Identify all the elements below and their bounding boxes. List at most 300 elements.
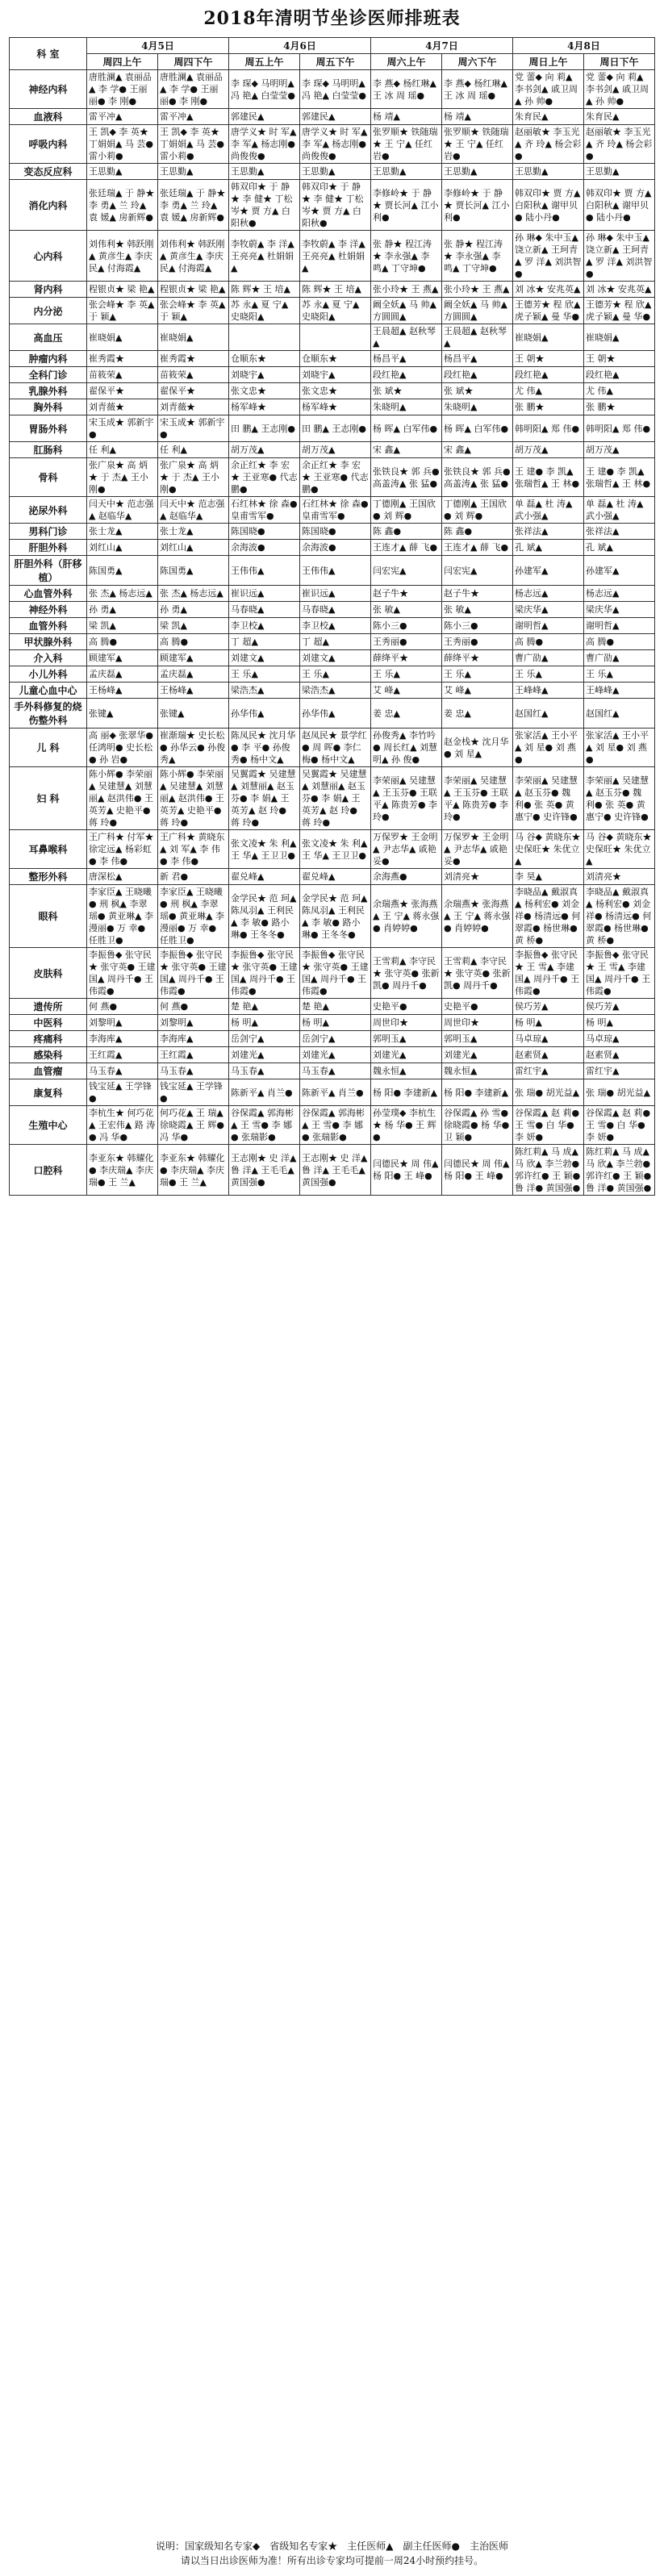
schedule-cell: 王连才▲ 薛 飞● [442,540,513,556]
schedule-cell: 丁 超▲ [299,634,370,650]
schedule-cell: 王德芳★ 程 欣▲ 虎子颖▲ 曼 华● [584,298,655,324]
schedule-cell: 唐胜澜▲ 袁丽品▲ 李 学● 王丽丽● 李 刚● [157,70,228,109]
schedule-cell: 李家臣▲ 王晓曦● 刑 枫▲ 李翠瑶● 黄亚琳▲ 李漫丽● 万 幸● 任胜卫● [157,885,228,948]
dept-name: 康复科 [9,1079,86,1106]
schedule-cell: 张广泉★ 高 炳★ 于 杰▲ 王小刚● [86,458,157,497]
dept-name: 疼痛科 [9,1031,86,1047]
schedule-cell: 陈 辉★ 王 培▲ [299,282,370,298]
schedule-cell: 丁德刚▲ 王国欣● 刘 辉● [371,497,442,524]
schedule-cell: 侯巧芳▲ [584,999,655,1015]
schedule-cell: 陈 辉★ 王 培▲ [228,282,299,298]
schedule-cell: 陈红莉▲ 马 成▲ 马 欣▲ 李兰勃● 郭许红● 王 颖● 鲁 洋● 黄国强● [584,1145,655,1196]
schedule-cell: 李晓品▲ 戴淑真▲ 杨利宏● 刘金祥● 杨清远● 何翠霞● 杨世琳● 黄 桥● [584,885,655,948]
schedule-cell: 崔晓娟▲ [584,324,655,351]
dept-name: 儿 科 [9,729,86,767]
schedule-cell: 金学民★ 范 珂▲ 陈凤羽▲ 王利民▲ 李 敏● 路小琳● 王冬冬● [228,885,299,948]
schedule-cell: 魏永恒▲ [442,1063,513,1079]
schedule-cell: 崔晓娟▲ [86,324,157,351]
dept-name: 变态反应科 [9,164,86,180]
schedule-cell: 王广科★ 付军★ 徐定远▲ 杨彩虹● 李 伟● [86,830,157,869]
schedule-cell: 王 乐▲ [371,666,442,683]
schedule-cell: 张 静★ 程江涛★ 李永强▲ 李 鸣▲ 丁守坤● [442,231,513,282]
schedule-cell: 张文忠★ [228,383,299,399]
schedule-cell: 王广科★ 黄晓东▲ 刘 军▲ 李 伟● 李 伟● [157,830,228,869]
table-row [9,497,654,524]
schedule-cell: 余海燕● [371,869,442,885]
schedule-cell: 陈小三● [442,618,513,634]
schedule-cell: 杨 靖▲ [442,109,513,125]
schedule-cell: 宋玉成★ 郭新宇● [86,415,157,442]
schedule-cell: 马玉春▲ [228,1063,299,1079]
dept-name: 骨科 [9,458,86,497]
schedule-cell: 杨志远▲ [513,586,584,602]
slot-header: 周四上午 [86,54,157,70]
schedule-cell: 闫德民★ 周 伟▲ 杨 阳● 王 峰● [442,1145,513,1196]
schedule-cell: 翟保平★ [157,383,228,399]
schedule-cell: 李振鲁◆ 张守民★ 张守英● 王建国▲ 周丹千● 王伟霞● [299,948,370,999]
schedule-cell: 王德芳★ 程 欣▲ 虎子颖▲ 曼 华● [513,298,584,324]
schedule-cell: 马 谷◆ 黄晓东★ 史保旺★ 朱优立▲ [584,830,655,869]
schedule-cell: 赵金栈★ 沈月华● 刘 星▲ [442,729,513,767]
table-row [9,885,654,948]
schedule-cell: 孙建军▲ [513,556,584,586]
schedule-cell: 孙 琳◆ 朱中玉▲ 饶立新▲ 王珂青▲ 罗 洋▲ 刘洪智● [513,231,584,282]
dept-name: 泌尿外科 [9,497,86,524]
schedule-cell: 王伟伟▲ [299,556,370,586]
slot-header: 周日下午 [584,54,655,70]
dept-name: 肿瘤内科 [9,351,86,367]
schedule-cell: 崔秀霞★ [86,351,157,367]
schedule-cell: 陈 鑫● [371,524,442,540]
schedule-cell: 张会峰★ 李 英▲ 于 颖▲ [86,298,157,324]
schedule-cell: 刘伟利★ 韩跃刚▲ 黄彦生▲ 李庆民▲ 付海霞▲ [86,231,157,282]
schedule-cell: 单 磊▲ 杜 涛▲ 武小强▲ [513,497,584,524]
schedule-cell: 崔渐瑞★ 史长松● 孙华云● 孙俊秀▲ [157,729,228,767]
schedule-cell: 张小玲★ 王 燕▲ [371,282,442,298]
dept-name: 胸外科 [9,399,86,415]
dept-name: 胃肠外科 [9,415,86,442]
schedule-cell: 马春晓▲ [299,602,370,618]
schedule-cell: 梁 凯▲ [86,618,157,634]
schedule-cell: 楚 艳▲ [228,999,299,1015]
schedule-cell: 程银贞★ 梁 艳▲ [86,282,157,298]
dept-name: 血液科 [9,109,86,125]
schedule-cell: 张廷瑞▲ 于 静★ 李 勇▲ 兰 玲▲ 袁 媛▲ 房新辉● [86,180,157,231]
table-row [9,231,654,282]
schedule-cell: 李振鲁◆ 张守民★ 张守英● 王建国▲ 周丹千● 王伟霞● [86,948,157,999]
schedule-cell: 仓顺东★ [299,351,370,367]
schedule-cell: 刘黎明▲ [157,1015,228,1031]
schedule-cell: 薛绛平★ [371,650,442,666]
schedule-cell: 张铁良★ 郭 兵● 高盖涛▲ 张 猛● [442,458,513,497]
dept-name: 消化内科 [9,180,86,231]
schedule-cell: 刘晓宇▲ [228,367,299,383]
schedule-cell: 赵子牛★ [442,586,513,602]
schedule-cell: 王志刚★ 史 洋▲ 鲁 洋▲ 王毛毛▲ 黄国强● [228,1145,299,1196]
schedule-cell: 李杭生★ 何巧花▲ 王宏伟▲ 路 涛● 冯 华● [86,1106,157,1145]
dept-name: 神经外科 [9,602,86,618]
schedule-cell: 余海波● [228,540,299,556]
slot-header: 周六上午 [371,54,442,70]
schedule-cell: 阚全妖▲ 马 帅▲ 方圆圆▲ [371,298,442,324]
schedule-cell: 雷红宇▲ [584,1063,655,1079]
table-row [9,458,654,497]
schedule-cell: 任 利▲ [157,442,228,458]
schedule-cell: 孙俊秀▲ 李竹吟● 周长红▲ 刘慧明▲ 孙 俊● [371,729,442,767]
schedule-cell: 崔晓娟▲ [157,324,228,351]
schedule-cell: 谷保霞▲ 郭海彬▲ 王 雪● 李 娜● 张瑞影● [228,1106,299,1145]
table-row [9,367,654,383]
schedule-cell: 张 静★ 程江涛★ 李永强▲ 李 鸣▲ 丁守坤● [371,231,442,282]
slot-header: 周四下午 [157,54,228,70]
schedule-cell: 梁庆华▲ [513,602,584,618]
schedule-cell: 梁庆华▲ [584,602,655,618]
schedule-cell: 李牧蔚▲ 李 洋▲ 王亮亮▲ 杜娟娟▲ [228,231,299,282]
dept-name: 遗传所 [9,999,86,1015]
schedule-cell: 党 蕾◆ 向 莉▲ 李书剑▲ 戚卫周▲ 孙 帅● [584,70,655,109]
schedule-cell: 谷保霞▲ 孙 雪● 徐晓霞● 杨 华● 卫 颖● [442,1106,513,1145]
schedule-cell: 张家活▲ 王小平▲ 刘 星● 刘 燕● [513,729,584,767]
schedule-cell: 李家臣▲ 王晓曦● 刑 枫▲ 李翠瑶● 黄亚琳▲ 李漫丽● 万 幸● 任胜卫● [86,885,157,948]
dept-name: 小儿外科 [9,666,86,683]
day-header-row [9,38,654,54]
schedule-cell: 顾建军▲ [86,650,157,666]
schedule-cell: 崔秀霞★ [157,351,228,367]
schedule-cell: 万保罗★ 王金明▲ 尹志华▲ 戚艳妥● [442,830,513,869]
schedule-cell: 赵丽敏★ 李玉光▲ 齐 玲▲ 杨会彩● [513,125,584,164]
dept-name: 肛肠科 [9,442,86,458]
schedule-cell: 高 腾● [86,634,157,650]
table-row [9,1063,654,1079]
schedule-cell: 郭明玉▲ [442,1031,513,1047]
schedule-cell: 王峰峰▲ [584,683,655,699]
schedule-cell: 韩明阳▲ 郑 伟● [513,415,584,442]
schedule-cell: 侯巧芳▲ [513,999,584,1015]
table-row [9,618,654,634]
dept-name: 整形外科 [9,869,86,885]
schedule-cell: 刘建文▲ [299,650,370,666]
table-row [9,164,654,180]
schedule-cell: 新 君● [157,869,228,885]
schedule-cell: 李海库▲ [86,1031,157,1047]
schedule-cell: 王思勤▲ [228,164,299,180]
schedule-cell: 闫天中★ 范志强▲ 赵临华▲ [86,497,157,524]
schedule-cell: 唐学义★ 时 军▲ 李 军▲ 杨志刚● 尚俊俊● [299,125,370,164]
schedule-cell: 李卫校▲ [228,618,299,634]
schedule-cell: 周世印★ [442,1015,513,1031]
schedule-cell: 刘清亮★ [442,869,513,885]
schedule-cell: 李振鲁◆ 张守民★ 张守英● 王建国▲ 周丹千● 王伟霞● [157,948,228,999]
schedule-cell: 马春晓▲ [228,602,299,618]
schedule-cell: 杨 明▲ [299,1015,370,1031]
schedule-cell: 李 琛◆ 马明明▲ 冯 艳▲ 白莹莹● [299,70,370,109]
schedule-cell: 周世印★ [371,1015,442,1031]
dept-name: 妇 科 [9,767,86,830]
day-header: 4月7日 [371,38,513,54]
schedule-cell: 李海库▲ [157,1031,228,1047]
schedule-cell: 党 蕾◆ 向 莉▲ 李书剑▲ 戚卫周▲ 孙 帅● [513,70,584,109]
schedule-cell: 石红林★ 徐 森● 皇甫雪军● [228,497,299,524]
table-row [9,634,654,650]
schedule-cell: 王峰峰▲ [513,683,584,699]
dept-name: 神经内科 [9,70,86,109]
schedule-cell: 史艳平● [371,999,442,1015]
schedule-cell: 杨军峰★ [228,399,299,415]
table-row [9,869,654,885]
schedule-cell: 闫宏宪▲ [442,556,513,586]
schedule-cell: 王 建● 李 凯▲ 张瑞哲▲ 王 林● [584,458,655,497]
schedule-cell: 王晨超▲ 赵秋琴▲ [442,324,513,351]
schedule-cell: 顾建军▲ [157,650,228,666]
schedule-cell: 张 杰▲ 杨志远▲ [86,586,157,602]
table-row [9,540,654,556]
schedule-cell: 陈红莉▲ 马 成▲ 马 欣▲ 李兰勃● 郭许红● 王 颖● 鲁 洋● 黄国强● [513,1145,584,1196]
schedule-cell: 魏永恒▲ [371,1063,442,1079]
schedule-cell: 王思勤▲ [513,164,584,180]
day-header: 4月8日 [513,38,655,54]
schedule-cell: 杨 明▲ [584,1015,655,1031]
schedule-cell: 张士龙▲ [157,524,228,540]
schedule-cell: 陈国勇▲ [157,556,228,586]
dept-name: 眼科 [9,885,86,948]
schedule-cell: 朱育民▲ [584,109,655,125]
schedule-cell: 艾 峰▲ [442,683,513,699]
schedule-cell: 王志刚★ 史 洋▲ 鲁 洋▲ 王毛毛▲ 黄国强● [299,1145,370,1196]
schedule-cell: 胡万茂▲ [513,442,584,458]
table-row [9,282,654,298]
schedule-cell: 杨 晖▲ 白军伟● [371,415,442,442]
schedule-cell: 马玉春▲ [86,1063,157,1079]
schedule-cell: 岳剑宁▲ [228,1031,299,1047]
schedule-cell: 宋玉成★ 郭新宇● [157,415,228,442]
schedule-cell: 谢明哲▲ [584,618,655,634]
dept-name: 乳腺外科 [9,383,86,399]
schedule-cell: 陈小三● [371,618,442,634]
schedule-cell: 张 斌★ [371,383,442,399]
schedule-cell: 楚 艳▲ [299,999,370,1015]
schedule-cell: 孟庆磊▲ [86,666,157,683]
schedule-cell: 张广泉★ 高 炳★ 于 杰▲ 王小刚● [157,458,228,497]
schedule-cell: 杨 靖▲ [371,109,442,125]
schedule-cell: 韩双印★ 贾 方▲ 白阳秋▲ 谢甲贝● 陆小丹● [513,180,584,231]
table-row [9,399,654,415]
dept-name: 心内科 [9,231,86,282]
table-row [9,1015,654,1031]
schedule-cell: 苏 永▲ 夏 宁▲ 史晓阳▲ [299,298,370,324]
schedule-cell: 高 腾● [157,634,228,650]
schedule-cell: 王晨超▲ 赵秋琴▲ [371,324,442,351]
schedule-cell: 姜 忠▲ [371,699,442,729]
schedule-cell: 仓顺东★ [228,351,299,367]
dept-name: 肝胆外科 [9,540,86,556]
schedule-cell: 王红霞▲ [86,1047,157,1063]
schedule-cell: 杨 明▲ [513,1015,584,1031]
schedule-cell: 何巧花▲ 王 瑞▲ 徐晓霞▲ 王 辉● 冯 华● [157,1106,228,1145]
schedule-cell: 李牧蔚▲ 李 洋▲ 王亮亮▲ 杜娟娟▲ [299,231,370,282]
schedule-cell: 曹广劭▲ [584,650,655,666]
schedule-cell: 段红艳▲ [442,367,513,383]
schedule-cell: 李 琛◆ 马明明▲ 冯 艳▲ 白莹莹● [228,70,299,109]
table-row [9,683,654,699]
schedule-cell: 李荣丽▲ 吴建慧▲ 王玉芬● 王联平▲ 陈贵芳● 李 玲● [442,767,513,830]
schedule-cell: 张家活▲ 王小平▲ 刘 星● 刘 燕● [584,729,655,767]
schedule-cell: 韩双印★ 于 静★ 李 健★ 丁松岑★ 贾 方▲ 白阳秋● [299,180,370,231]
table-row [9,383,654,399]
schedule-cell: 王秀丽● [371,634,442,650]
schedule-cell: 梁浩杰▲ [299,683,370,699]
table-row [9,999,654,1015]
schedule-cell: 宋 鑫▲ [442,442,513,458]
schedule-cell: 谷保霞▲ 赵 莉● 王 雪● 白 华● 李 妍● [513,1106,584,1145]
schedule-cell: 闫德民★ 周 伟▲ 杨 阳● 王 峰● [371,1145,442,1196]
schedule-cell: 丁德刚▲ 王国欣● 刘 辉● [442,497,513,524]
schedule-table [9,37,655,1196]
schedule-cell: 张键▲ [86,699,157,729]
schedule-cell: 孙 勇▲ [86,602,157,618]
dept-name: 男科门诊 [9,524,86,540]
schedule-cell: 姜 忠▲ [442,699,513,729]
schedule-cell: 田 鹏▲ 王志刚● [228,415,299,442]
table-row [9,650,654,666]
schedule-cell: 苗筱荣▲ [157,367,228,383]
table-row [9,324,654,351]
schedule-cell: 张小玲★ 王 燕▲ [442,282,513,298]
schedule-cell: 王杨峰▲ [86,683,157,699]
schedule-cell: 翟兑峰▲ [299,869,370,885]
schedule-cell: 李修岭★ 于 静★ 贾长河▲ 江小利● [371,180,442,231]
schedule-cell: 孙 勇▲ [157,602,228,618]
schedule-cell: 胡万茂▲ [228,442,299,458]
day-header: 4月6日 [228,38,370,54]
schedule-cell: 张文凌★ 朱 利▲ 王 华▲ 王卫卫● [228,830,299,869]
schedule-cell: 张士龙▲ [86,524,157,540]
legend-line: 请以当日出诊医师为准！所有出诊专家均可提前一周24小时预约挂号。 [180,2555,484,2566]
table-row [9,524,654,540]
dept-name: 生殖中心 [9,1106,86,1145]
table-row [9,767,654,830]
schedule-cell: 翟兑峰▲ [228,869,299,885]
schedule-cell: 高 腾● [584,634,655,650]
schedule-cell: 吴翼霞★ 吴建慧▲ 刘慧丽▲ 赵玉芬● 李 娟▲ 王英芳▲ 赵 玲● 蒋 玲● [228,767,299,830]
schedule-cell: 李 昊▲ [513,869,584,885]
schedule-cell: 孟庆磊▲ [157,666,228,683]
schedule-cell: 李晓品▲ 戴淑真▲ 杨利宏● 刘金祥● 杨清远● 何翠霞● 杨世琳● 黄 桥● [513,885,584,948]
schedule-cell: 王伟伟▲ [228,556,299,586]
schedule-cell: 赵国红▲ [584,699,655,729]
schedule-cell: 何 燕● [157,999,228,1015]
schedule-cell: 闫天中★ 范志强▲ 赵临华▲ [157,497,228,524]
schedule-cell: 雷红宇▲ [513,1063,584,1079]
table-row [9,699,654,729]
schedule-cell: 陈 鑫● [442,524,513,540]
schedule-cell: 王 凯◆ 李 英★ 丁娟娟▲ 马 芸● 雷小莉● [86,125,157,164]
schedule-cell: 韩双印★ 贾 方▲ 白阳秋▲ 谢甲贝● 陆小丹● [584,180,655,231]
schedule-cell: 赵丽敏★ 李玉光▲ 齐 玲▲ 杨会彩● [584,125,655,164]
schedule-cell: 高 腾● [513,634,584,650]
schedule-cell: 马卓琼▲ [584,1031,655,1047]
schedule-cell: 刘建光▲ [228,1047,299,1063]
slot-header: 周五下午 [299,54,370,70]
schedule-cell: 张罗顺★ 铁随瑞★ 王 宁▲ 任红岩● [371,125,442,164]
schedule-cell: 王 乐▲ [228,666,299,683]
dept-name: 高血压 [9,324,86,351]
schedule-cell: 王雪莉▲ 李守民★ 张守英● 张新凯● 周丹千● [371,948,442,999]
schedule-cell: 张 鹏★ [584,399,655,415]
legend-line: 说明：国家级知名专家◆ 省级知名专家★ 主任医师▲ 副主任医师● 主治医师 [156,2541,508,2552]
table-row [9,415,654,442]
schedule-cell: 王思勤▲ [371,164,442,180]
schedule-cell: 刘青薇★ [157,399,228,415]
slot-header: 周日上午 [513,54,584,70]
schedule-cell: 王 朝★ [584,351,655,367]
schedule-cell: 朱晓明▲ [442,399,513,415]
schedule-body [9,70,654,1196]
schedule-cell: 王思勤▲ [157,164,228,180]
schedule-cell: 张祥法▲ [513,524,584,540]
schedule-cell: 张 敏▲ [371,602,442,618]
schedule-cell: 艾 峰▲ [371,683,442,699]
schedule-cell: 杨昌平▲ [371,351,442,367]
schedule-cell: 李 燕◆ 杨红琳▲ 王 冰 周 瑶● [442,70,513,109]
schedule-cell: 刘建光▲ [371,1047,442,1063]
schedule-cell: 王秀丽● [442,634,513,650]
schedule-cell: 陈小辉● 李荣丽▲ 吴建慧▲ 刘慧丽▲ 赵洪伟● 王英芳▲ 史艳平● 蒋 玲● [157,767,228,830]
day-header: 4月5日 [86,38,228,54]
table-row [9,556,654,586]
table-row [9,1106,654,1145]
schedule-cell: 张 杰▲ 杨志远▲ [157,586,228,602]
schedule-cell: 李卫校▲ [299,618,370,634]
schedule-cell: 单 磊▲ 杜 涛▲ 武小强▲ [584,497,655,524]
dept-name: 儿童心血中心 [9,683,86,699]
dept-name: 心血管外科 [9,586,86,602]
table-row [9,830,654,869]
watermark-logo [150,2330,511,2542]
table-row [9,666,654,683]
table-row [9,70,654,109]
schedule-cell: 马玉春▲ [157,1063,228,1079]
schedule-cell: 崔识远▲ [228,586,299,602]
schedule-cell: 张 斌★ [442,383,513,399]
schedule-cell: 李修岭★ 于 静★ 贾长河▲ 江小利● [442,180,513,231]
schedule-cell: 杨军峰★ [299,399,370,415]
schedule-cell: 王 朝★ [513,351,584,367]
schedule-cell: 余正红★ 李 宏★ 王亚寒● 代志鹏● [299,458,370,497]
schedule-cell: 程银贞★ 梁 艳▲ [157,282,228,298]
schedule-cell: 孙建军▲ [584,556,655,586]
schedule-cell: 孔 斌▲ [513,540,584,556]
dept-name: 口腔科 [9,1145,86,1196]
schedule-cell: 李振鲁◆ 张守民★ 王 雪▲ 李建国▲ 周丹千● 王伟霞● [513,948,584,999]
schedule-cell: 王 乐▲ [584,666,655,683]
schedule-cell: 史艳平● [442,999,513,1015]
dept-name: 全科门诊 [9,367,86,383]
schedule-cell: 王红霞▲ [157,1047,228,1063]
schedule-cell: 杨昌平▲ [442,351,513,367]
schedule-cell: 曹广劭▲ [513,650,584,666]
schedule-cell: 王思勤▲ [442,164,513,180]
table-row [9,729,654,767]
schedule-cell: 张祥法▲ [584,524,655,540]
schedule-cell: 王 乐▲ [442,666,513,683]
schedule-cell: 段红艳▲ [513,367,584,383]
schedule-cell: 郭明玉▲ [371,1031,442,1047]
schedule-cell: 尤 伟▲ [513,383,584,399]
schedule-cell: 阚全妖▲ 马 帅▲ 方圆圆▲ [442,298,513,324]
schedule-cell: 张会峰★ 李 英▲ 于 颖▲ [157,298,228,324]
schedule-cell: 赵素贤▲ [584,1047,655,1063]
schedule-cell: 杨 晖▲ 白军伟● [442,415,513,442]
